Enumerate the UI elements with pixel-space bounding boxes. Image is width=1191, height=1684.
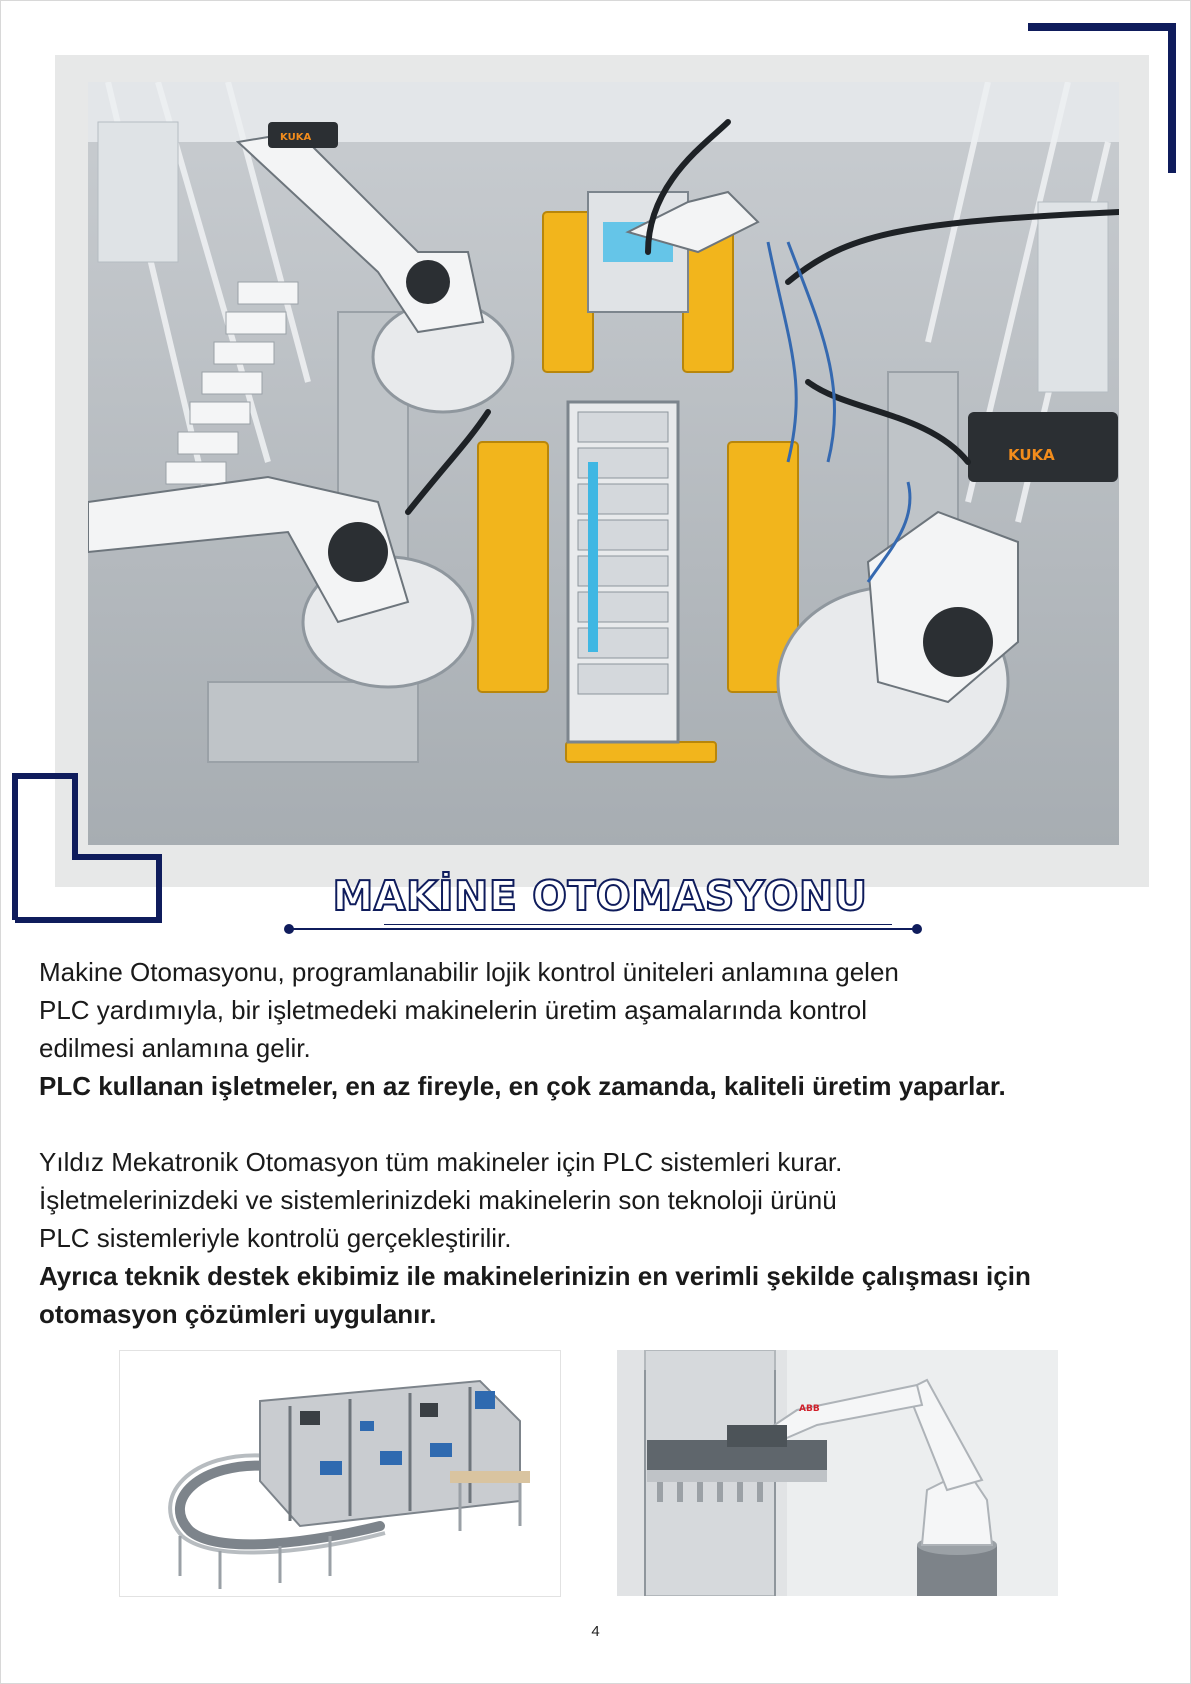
paragraph1-line3: edilmesi anlamına gelir.	[39, 1033, 311, 1063]
heading-underline	[284, 924, 922, 934]
body-text	[39, 953, 1174, 1333]
hero-factory-photo	[88, 82, 1119, 845]
section-heading: MAKİNE OTOMASYONU	[332, 872, 868, 920]
kuka-label-2: KUKA	[280, 132, 312, 143]
page-number: 4	[591, 1623, 600, 1640]
paragraph2-line2: İşletmelerinizdeki ve sistemlerinizdeki makinelerin son teknoloji ürünü	[39, 1185, 837, 1215]
paragraph1-bold: PLC kullanan işletmeler, en az fireyle, en çok zamanda, kaliteli üretim yaparlar.	[39, 1071, 1006, 1101]
corner-bracket-bottom-left	[11, 772, 163, 924]
paragraph1-line1: Makine Otomasyonu, programlanabilir lojik kontrol üniteleri anlamına gelen	[39, 957, 899, 987]
conveyor-line-photo	[119, 1350, 561, 1597]
paragraph1-line2: PLC yardımıyla, bir işletmedeki makinelerin üretim aşamalarında kontrol	[39, 995, 867, 1025]
paragraph2-line3: PLC sistemleriyle kontrolü gerçekleştirilir.	[39, 1223, 512, 1253]
abb-label: ABB	[799, 1404, 820, 1414]
paragraph2-line1: Yıldız Mekatronik Otomasyon tüm makineler için PLC sistemleri kurar.	[39, 1147, 843, 1177]
abb-robot-photo	[617, 1350, 1058, 1596]
paragraph2-bold-line1: Ayrıca teknik destek ekibimiz ile makinelerinizin en verimli şekilde çalışması için	[39, 1261, 1031, 1291]
paragraph2-bold-line2: otomasyon çözümleri uygulanır.	[39, 1299, 437, 1329]
kuka-label-1: KUKA	[1008, 446, 1055, 464]
